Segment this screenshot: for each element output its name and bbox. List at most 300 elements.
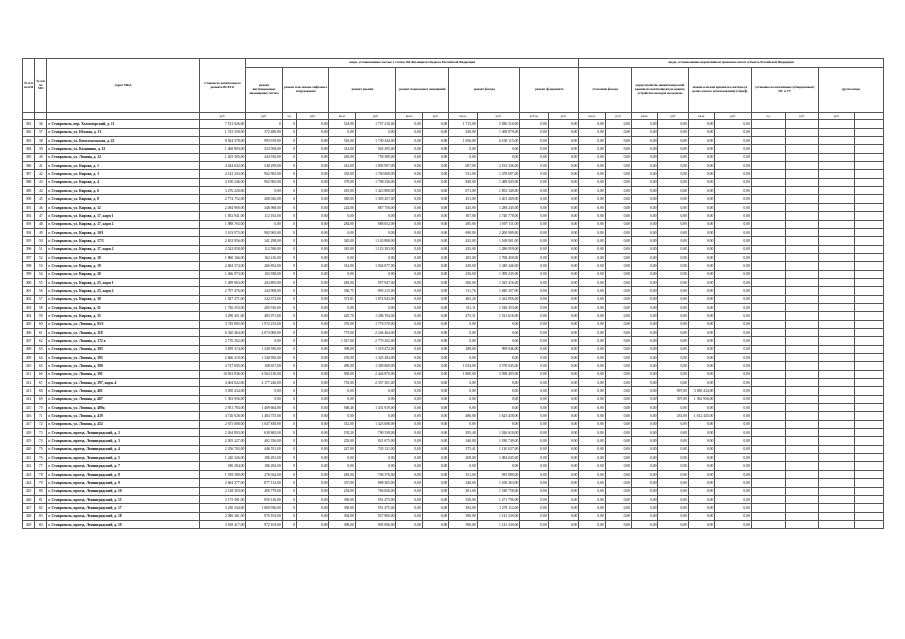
table-cell: 0,00 xyxy=(548,178,579,186)
table-cell: 400 xyxy=(23,278,35,286)
table-cell: 401 xyxy=(23,287,35,295)
table-cell: 84 xyxy=(35,520,47,528)
table-cell: 0 xyxy=(282,395,296,403)
table-cell xyxy=(786,245,818,253)
table-cell xyxy=(786,312,818,320)
table-cell: 0,00 xyxy=(605,262,631,270)
table-cell: 0 xyxy=(282,220,296,228)
table-cell: 74 xyxy=(35,437,47,445)
table-cell: 1 305 457,00 xyxy=(355,195,396,203)
table-cell: 387 xyxy=(23,170,35,178)
table-cell: 0,00 xyxy=(449,354,477,362)
table-cell: 0,00 xyxy=(329,387,355,395)
units-row xyxy=(23,113,884,120)
table-cell: 0,00 xyxy=(422,412,448,420)
table-cell: 0,00 xyxy=(297,445,329,453)
address-cell: г. Ставрополь, ул. Кирова, д. 30 xyxy=(47,295,199,303)
table-cell: 80 xyxy=(35,487,47,495)
table-cell: 0,00 xyxy=(297,379,329,387)
table-cell: 758 389,00 xyxy=(355,153,396,161)
table-cell: 0,00 xyxy=(422,354,448,362)
table-cell: 0,00 xyxy=(715,220,752,228)
table-cell: 3 859 374,00 xyxy=(199,345,246,353)
table-cell: 3 230 344,00 xyxy=(199,504,246,512)
table-cell: 0,00 xyxy=(579,395,605,403)
table-row xyxy=(23,128,884,136)
table-cell xyxy=(855,495,884,503)
table-cell xyxy=(786,120,818,128)
table-cell: 1 340 956,00 xyxy=(246,354,283,362)
table-cell xyxy=(855,362,884,370)
table-cell xyxy=(786,328,818,336)
table-cell: 0,00 xyxy=(297,454,329,462)
table-cell: 394 xyxy=(23,228,35,236)
table-cell: 0,00 xyxy=(715,170,752,178)
table-cell: 40 xyxy=(35,153,47,161)
table-cell: 0,00 xyxy=(658,420,688,428)
table-cell: 877 133,00 xyxy=(246,479,283,487)
table-cell xyxy=(786,137,818,145)
table-cell: 0,00 xyxy=(658,245,688,253)
table-cell: 0,00 xyxy=(396,287,422,295)
table-cell: 0,00 xyxy=(297,479,329,487)
table-cell: 0,00 xyxy=(246,337,283,345)
address-cell: г. Ставрополь, проезд. Ленинградский, д. 18 xyxy=(47,512,199,520)
table-cell: 0,00 xyxy=(396,395,422,403)
table-cell: 0,00 xyxy=(688,437,714,445)
table-cell: 0,00 xyxy=(520,320,548,328)
table-cell: 0 xyxy=(282,245,296,253)
table-cell xyxy=(818,278,855,286)
table-cell: 0 xyxy=(282,128,296,136)
table-cell: 0,00 xyxy=(548,170,579,178)
table-cell: 0,00 xyxy=(396,462,422,470)
table-cell: 0,00 xyxy=(297,187,329,195)
table-cell: 0,00 xyxy=(548,420,579,428)
table-cell: 997,00 xyxy=(658,387,688,395)
address-cell: г. Ставрополь, ул. Ленина, д. 401 xyxy=(47,387,199,395)
table-cell: 0,00 xyxy=(658,337,688,345)
table-cell: 1 432 856,00 xyxy=(477,295,520,303)
table-cell: 2 128 303,00 xyxy=(199,487,246,495)
table-cell: 3 018 417,00 xyxy=(199,520,246,528)
address-cell: г. Ставрополь, ул. Кирова, д. 23, корп 2 xyxy=(47,287,199,295)
table-cell: 0,00 xyxy=(520,287,548,295)
unit-cell: руб. xyxy=(786,113,818,120)
address-cell: г. Ставрополь, ул. Ленина, д. 397, корп. 4 xyxy=(47,379,199,387)
table-cell: 0,00 xyxy=(422,429,448,437)
table-cell: 398,00 xyxy=(329,345,355,353)
table-cell: 0,00 xyxy=(658,354,688,362)
table-cell: 78 xyxy=(35,470,47,478)
table-cell: 0,00 xyxy=(632,262,658,270)
address-cell: г. Ставрополь, ул. Ленина, д. 172 а xyxy=(47,337,199,345)
table-cell: 0,00 xyxy=(632,270,658,278)
table-cell: 0,00 xyxy=(632,153,658,161)
table-cell xyxy=(751,212,786,220)
table-cell: 0,00 xyxy=(605,270,631,278)
col-roof-pitched: замена плоской крыши на скатную (в целях жилого использования) (тариф) xyxy=(688,68,751,113)
table-row xyxy=(23,262,884,270)
table-cell: 1 120 027,00 xyxy=(477,445,520,453)
table-cell xyxy=(786,512,818,520)
table-cell: 0,00 xyxy=(548,412,579,420)
table-cell: 0,00 xyxy=(449,395,477,403)
table-cell: 0,00 xyxy=(688,195,714,203)
table-cell: 0,00 xyxy=(396,303,422,311)
table-cell: 0,00 xyxy=(658,237,688,245)
table-cell: 1 060 936,00 xyxy=(246,504,283,512)
table-cell xyxy=(855,520,884,528)
table-cell: 0,00 xyxy=(520,228,548,236)
table-cell: 2 505 227,00 xyxy=(199,437,246,445)
table-cell: 0,00 xyxy=(548,162,579,170)
table-cell: 10 563 836,00 xyxy=(199,370,246,378)
table-cell: 385,00 xyxy=(329,195,355,203)
table-cell xyxy=(751,187,786,195)
table-cell xyxy=(751,312,786,320)
table-cell xyxy=(818,212,855,220)
table-cell: 0,00 xyxy=(329,128,355,136)
table-cell: 435,00 xyxy=(449,237,477,245)
address-cell: г. Ставрополь, ул. Кирова, д. 4 xyxy=(47,178,199,186)
table-cell: 0,00 xyxy=(688,512,714,520)
table-cell: 427 xyxy=(23,504,35,512)
table-cell: 0,00 xyxy=(579,420,605,428)
table-cell: 1 888 763,00 xyxy=(199,220,246,228)
table-cell: 0,00 xyxy=(297,203,329,211)
unit-cell: руб. xyxy=(658,113,688,120)
table-cell: 0,00 xyxy=(396,228,422,236)
table-cell: 0,00 xyxy=(605,187,631,195)
table-cell: 0,00 xyxy=(579,212,605,220)
table-cell: 0,00 xyxy=(548,437,579,445)
table-cell: 0,00 xyxy=(422,420,448,428)
table-cell: 0,00 xyxy=(605,354,631,362)
table-cell: 0,00 xyxy=(477,337,520,345)
table-cell: 0,00 xyxy=(477,379,520,387)
table-cell xyxy=(751,270,786,278)
table-cell: 0,00 xyxy=(658,287,688,295)
table-cell: 0,00 xyxy=(520,520,548,528)
table-row xyxy=(23,445,884,453)
table-cell: 0,00 xyxy=(396,370,422,378)
table-cell: 1 726 353,00 xyxy=(199,303,246,311)
address-cell: г. Ставрополь, ул. Ленина, д. 452 xyxy=(47,420,199,428)
table-cell: 312,00 xyxy=(329,420,355,428)
table-cell: 0,00 xyxy=(297,228,329,236)
table-row xyxy=(23,470,884,478)
table-cell: 0,00 xyxy=(297,212,329,220)
table-cell: 345,00 xyxy=(329,237,355,245)
table-cell: 0,00 xyxy=(715,312,752,320)
table-cell xyxy=(818,162,855,170)
table-cell: 867 756,00 xyxy=(355,203,396,211)
table-cell: 0,00 xyxy=(605,487,631,495)
table-cell xyxy=(818,395,855,403)
table-cell: 2 177 246,00 xyxy=(246,379,283,387)
table-cell: 0,00 xyxy=(688,287,714,295)
table-cell: 375,41 xyxy=(449,445,477,453)
table-cell xyxy=(786,412,818,420)
table-cell: 0,00 xyxy=(715,287,752,295)
table-cell: 0,00 xyxy=(548,128,579,136)
table-cell xyxy=(818,287,855,295)
table-cell xyxy=(855,145,884,153)
table-cell: 0,00 xyxy=(658,128,688,136)
table-cell: 0,00 xyxy=(632,420,658,428)
table-cell: 1 972 233,00 xyxy=(246,320,283,328)
table-cell: 0,00 xyxy=(329,212,355,220)
col-pitched: переустройство невентилируемой крыши на вентилируемую крышу, устройство выходов на кровлю xyxy=(632,68,689,113)
table-cell: 0,00 xyxy=(579,429,605,437)
address-cell: г. Ставрополь, ул. Ленина, д. 118 xyxy=(47,328,199,336)
table-cell xyxy=(751,178,786,186)
table-cell: 0 xyxy=(282,379,296,387)
address-cell: г. Ставрополь, ул. Кирова, д. 23, корп 1 xyxy=(47,278,199,286)
table-cell: 0,00 xyxy=(396,137,422,145)
table-cell: 0,00 xyxy=(688,470,714,478)
table-cell: 1 800,00 xyxy=(449,370,477,378)
table-cell: 5 830 310,00 xyxy=(477,120,520,128)
table-cell: 41 xyxy=(35,162,47,170)
table-cell xyxy=(786,462,818,470)
table-cell: 0 xyxy=(282,504,296,512)
table-cell: 340,00 xyxy=(449,437,477,445)
col-num: № п/п по КП xyxy=(23,59,35,113)
table-cell xyxy=(855,187,884,195)
table-cell xyxy=(855,437,884,445)
table-cell: 4 074 000,00 xyxy=(246,328,283,336)
table-cell: 0,00 xyxy=(658,520,688,528)
table-cell: 0,00 xyxy=(520,145,548,153)
table-cell xyxy=(786,420,818,428)
table-row xyxy=(23,220,884,228)
unit-cell: руб. xyxy=(246,113,283,120)
table-cell: 204 895,00 xyxy=(246,278,283,286)
table-row xyxy=(23,487,884,495)
address-cell: г. Ставрополь, ул. Кирова, д. 17, корп 1 xyxy=(47,212,199,220)
table-cell: 0,00 xyxy=(605,237,631,245)
table-cell xyxy=(855,462,884,470)
table-cell: 2 684 374,00 xyxy=(199,262,246,270)
table-cell: 39 xyxy=(35,145,47,153)
table-cell xyxy=(855,395,884,403)
table-cell: 0,00 xyxy=(579,328,605,336)
table-cell: 0,00 xyxy=(548,153,579,161)
table-cell: 465,20 xyxy=(449,295,477,303)
table-cell: 0,00 xyxy=(605,145,631,153)
address-cell: г. Ставрополь, ул. Ленина, д. 409а xyxy=(47,404,199,412)
table-row xyxy=(23,212,884,220)
table-cell: 0,00 xyxy=(632,337,658,345)
table-cell xyxy=(818,462,855,470)
table-cell: 2 246 464,00 xyxy=(355,328,396,336)
table-cell xyxy=(786,454,818,462)
table-cell: 0,00 xyxy=(520,354,548,362)
table-cell: 0,00 xyxy=(449,387,477,395)
table-cell: 81 xyxy=(35,495,47,503)
table-cell: 0,00 xyxy=(715,379,752,387)
table-cell: 426 xyxy=(23,495,35,503)
table-cell: 0,00 xyxy=(688,479,714,487)
table-cell: 186 281,00 xyxy=(246,454,283,462)
table-row xyxy=(23,278,884,286)
table-cell: 951 475,00 xyxy=(355,504,396,512)
table-cell xyxy=(855,253,884,261)
table-cell: 0,00 xyxy=(715,278,752,286)
table-cell: 0,00 xyxy=(605,203,631,211)
table-cell: 0,00 xyxy=(579,412,605,420)
table-cell: 0,00 xyxy=(396,320,422,328)
table-cell: 0,00 xyxy=(632,145,658,153)
table-cell: 1 044 077,00 xyxy=(355,262,396,270)
table-cell: 921 675,00 xyxy=(355,437,396,445)
table-cell xyxy=(855,404,884,412)
table-cell: 402 356,00 xyxy=(246,437,283,445)
table-cell: 0 xyxy=(282,445,296,453)
table-cell: 0,00 xyxy=(520,245,548,253)
table-cell: 0,00 xyxy=(658,495,688,503)
table-cell: 0,00 xyxy=(520,153,548,161)
table-cell xyxy=(786,320,818,328)
table-cell: 0,00 xyxy=(658,178,688,186)
table-cell: 0,00 xyxy=(548,520,579,528)
table-cell: 0,00 xyxy=(632,354,658,362)
table-cell: 392,00 xyxy=(449,504,477,512)
unit-cell: кв.м. xyxy=(579,113,605,120)
table-cell: 392 xyxy=(23,212,35,220)
table-cell: 0,00 xyxy=(632,479,658,487)
table-cell: 2 200 989,00 xyxy=(477,228,520,236)
table-cell xyxy=(786,487,818,495)
table-cell: 0,00 xyxy=(715,420,752,428)
table-cell: 0,00 xyxy=(579,445,605,453)
table-cell: 0,00 xyxy=(715,504,752,512)
table-cell: 935 980,00 xyxy=(477,470,520,478)
table-cell: 0 xyxy=(282,178,296,186)
table-cell xyxy=(818,228,855,236)
address-cell: г. Ставрополь, проезд. Ленинградский, д. 9 xyxy=(47,479,199,487)
table-cell: 186 284,00 xyxy=(199,462,246,470)
table-cell: 0,00 xyxy=(715,153,752,161)
table-cell: 0,00 xyxy=(658,345,688,353)
table-cell: 0,00 xyxy=(422,270,448,278)
table-cell: 0,00 xyxy=(520,462,548,470)
table-cell: 0,00 xyxy=(715,253,752,261)
table-cell: 1 203 305,00 xyxy=(199,153,246,161)
table-cell: 2 444 870,00 xyxy=(355,370,396,378)
table-cell: 2 770 202,00 xyxy=(355,337,396,345)
col-other: другие виды xyxy=(818,68,883,113)
table-cell: 0,00 xyxy=(688,487,714,495)
table-cell: 410 xyxy=(23,362,35,370)
table-cell xyxy=(855,337,884,345)
table-cell: 0,00 xyxy=(548,487,579,495)
table-row xyxy=(23,345,884,353)
unit-cell: кв.м. xyxy=(329,113,355,120)
table-cell xyxy=(751,512,786,520)
table-cell: 0 xyxy=(282,137,296,145)
table-cell: 0,00 xyxy=(715,262,752,270)
table-cell: 1 856,00 xyxy=(449,137,477,145)
table-cell: 0,00 xyxy=(579,512,605,520)
table-cell: 0,00 xyxy=(548,345,579,353)
table-cell: 0,00 xyxy=(548,312,579,320)
table-cell: 341 298,00 xyxy=(246,237,283,245)
table-cell: 1 392 956,00 xyxy=(688,395,714,403)
table-cell: 0,00 xyxy=(632,178,658,186)
table-cell xyxy=(818,479,855,487)
table-cell: 430,00 xyxy=(449,128,477,136)
table-cell: 36 xyxy=(35,120,47,128)
table-cell: 0,00 xyxy=(658,170,688,178)
address-cell: г. Ставрополь, ул. Кирова, д. 19 xyxy=(47,262,199,270)
table-cell: 1 840 357,00 xyxy=(477,287,520,295)
table-cell: 0 xyxy=(246,120,283,128)
table-cell: 850 126,00 xyxy=(246,495,283,503)
table-cell: 0,00 xyxy=(355,412,396,420)
address-cell: г. Ставрополь, ул. Ленина, д. 12 xyxy=(47,153,199,161)
table-cell: 0,00 xyxy=(422,387,448,395)
table-cell xyxy=(751,287,786,295)
table-cell xyxy=(818,303,855,311)
table-cell: 0 xyxy=(282,462,296,470)
table-cell: 1 340 956,00 xyxy=(246,345,283,353)
table-cell xyxy=(855,420,884,428)
table-cell: 0 xyxy=(282,145,296,153)
table-row xyxy=(23,253,884,261)
table-cell: 0,00 xyxy=(632,303,658,311)
table-row xyxy=(23,170,884,178)
table-cell: 67 xyxy=(35,379,47,387)
table-cell: 2 774 752,00 xyxy=(199,195,246,203)
table-cell: 0,00 xyxy=(688,187,714,195)
table-cell: 409 xyxy=(23,354,35,362)
table-cell xyxy=(751,245,786,253)
table-cell: 0,00 xyxy=(449,337,477,345)
table-cell: 0,00 xyxy=(297,362,329,370)
table-cell: 0,00 xyxy=(477,145,520,153)
table-cell: 1 760 680,00 xyxy=(355,170,396,178)
table-cell: 244 908,00 xyxy=(246,287,283,295)
table-cell: 162 216,00 xyxy=(246,253,283,261)
table-cell: 420 xyxy=(23,445,35,453)
table-cell: 385 xyxy=(23,153,35,161)
table-cell: 398 xyxy=(23,262,35,270)
table-cell: 0,00 xyxy=(688,362,714,370)
table-cell: 1 141 330,00 xyxy=(477,520,520,528)
table-cell: 396 xyxy=(23,245,35,253)
table-cell: 902 965,00 xyxy=(246,178,283,186)
table-cell: 0,00 xyxy=(297,170,329,178)
table-cell: 1 047 838,00 xyxy=(246,420,283,428)
table-cell: 1 180 749,00 xyxy=(477,437,520,445)
table-cell: 0,00 xyxy=(605,495,631,503)
table-cell xyxy=(786,228,818,236)
table-cell: 0,00 xyxy=(449,328,477,336)
table-cell: 0,00 xyxy=(297,412,329,420)
table-cell: 0,00 xyxy=(548,395,579,403)
table-cell: 0,00 xyxy=(422,470,448,478)
table-row xyxy=(23,395,884,403)
table-cell: 0,00 xyxy=(520,470,548,478)
table-cell: 0,00 xyxy=(422,328,448,336)
table-cell: 0,00 xyxy=(688,303,714,311)
table-cell: 0,00 xyxy=(688,370,714,378)
table-cell: 0,00 xyxy=(422,228,448,236)
table-cell xyxy=(818,145,855,153)
